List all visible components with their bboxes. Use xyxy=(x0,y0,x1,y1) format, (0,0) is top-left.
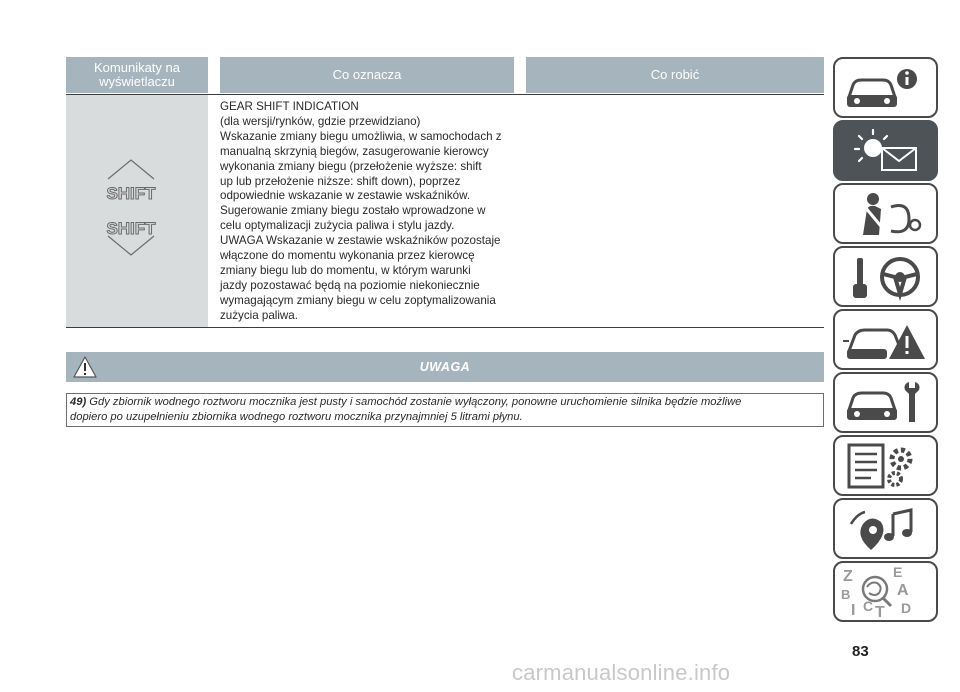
index-letter: C xyxy=(863,598,874,614)
warning-line-1 xyxy=(70,395,822,410)
warning-line-2: dopiero po uzupełnieniu zbiornika wodnego roztworu mocznika przynajmniej 5 litrami płynu. xyxy=(70,410,523,423)
header-action-label: Co robić xyxy=(650,67,700,82)
page-number: 83 xyxy=(852,643,869,660)
tab-warning-lights[interactable] xyxy=(833,120,938,181)
meaning-line: celu optymalizacji zużycia paliwa i stylu jazdy. xyxy=(220,219,455,233)
car-maintenance-icon xyxy=(835,374,936,431)
meaning-line: Wskazanie zmiany biegu umożliwia, w samochodach z xyxy=(220,129,502,143)
index-letter: T xyxy=(875,604,885,620)
meaning-line: GEAR SHIFT INDICATION xyxy=(220,100,359,113)
key-steering-wheel-icon xyxy=(835,248,936,305)
meaning-text xyxy=(220,100,520,324)
emergency-breakdown-icon xyxy=(835,311,936,368)
header-action xyxy=(526,57,824,93)
watermark: carmanualsonline.info xyxy=(512,660,731,685)
meaning-line: UWAGA Wskazanie w zestawie wskaźników pozostaje xyxy=(220,234,501,248)
header-messages-label: Komunikaty na wyświetlaczu xyxy=(94,60,180,89)
tab-maintenance[interactable] xyxy=(833,372,938,433)
meaning-line: manualną skrzynią biegów, zasugerowanie kierowcy xyxy=(220,144,489,158)
meaning-line: odpowiednie wskazanie w zestawie wskaźników. xyxy=(220,189,471,203)
tab-vehicle-info[interactable] xyxy=(833,57,938,118)
warning-text xyxy=(70,395,822,424)
display-message-cell xyxy=(66,95,208,327)
meaning-line: zużycia paliwa. xyxy=(220,308,298,322)
warning-number: 49) xyxy=(70,396,87,408)
shift-down-label: SHIFT xyxy=(106,219,156,238)
tab-starting-driving[interactable] xyxy=(833,246,938,307)
meaning-line: włączone do momentu wykonania przez kierowcę xyxy=(220,249,475,263)
gear-shift-indicator-icon xyxy=(66,95,208,327)
row-divider xyxy=(66,327,824,328)
tab-multimedia[interactable] xyxy=(833,498,938,559)
meaning-line: up lub przełożenie niższe: shift down), poprzez xyxy=(220,174,461,188)
multimedia-icon xyxy=(835,500,936,557)
tab-index[interactable] xyxy=(833,561,938,622)
tab-safety[interactable] xyxy=(833,183,938,244)
meaning-line: (dla wersji/rynków, gdzie przewidziano) xyxy=(220,114,421,128)
warning-light-message-icon xyxy=(835,122,936,179)
index-letter: Z xyxy=(843,568,853,585)
index-letter: E xyxy=(893,564,903,580)
header-messages xyxy=(66,57,208,93)
header-meaning xyxy=(220,57,514,93)
index-letter: A xyxy=(897,582,909,599)
warning-title: UWAGA xyxy=(419,360,471,374)
tab-emergency[interactable] xyxy=(833,309,938,370)
meaning-line: Sugerowanie zmiany biegu zostało wprowadzone w xyxy=(220,204,486,218)
index-letter: I xyxy=(851,602,856,619)
index-letters-icon xyxy=(835,563,936,620)
technical-data-icon xyxy=(835,437,936,494)
warning-line-1-text: Gdy zbiornik wodnego roztworu mocznika jest pusty i samochód zostanie wyłączony, ponowne uruchomienie silnika będzie możliwe xyxy=(89,396,742,408)
car-info-icon xyxy=(835,59,936,116)
index-letter: D xyxy=(901,600,912,616)
meaning-line: wykonania zmiany biegu (przełożenie wyższe: shift xyxy=(220,159,482,173)
header-meaning-label: Co oznacza xyxy=(332,67,402,82)
meaning-line: zmiany biegu lub do momentu, w którym warunki xyxy=(220,263,471,277)
safety-seatbelt-airbag-icon xyxy=(835,185,936,242)
index-letter: B xyxy=(841,587,851,602)
tab-technical-data[interactable] xyxy=(833,435,938,496)
meaning-line: jazdy pozostawać będą na poziomie niekoniecznie xyxy=(220,278,480,292)
meaning-line: wymagającym zmiany biegu w celu zoptymalizowania xyxy=(220,293,496,307)
shift-up-label: SHIFT xyxy=(106,184,156,203)
